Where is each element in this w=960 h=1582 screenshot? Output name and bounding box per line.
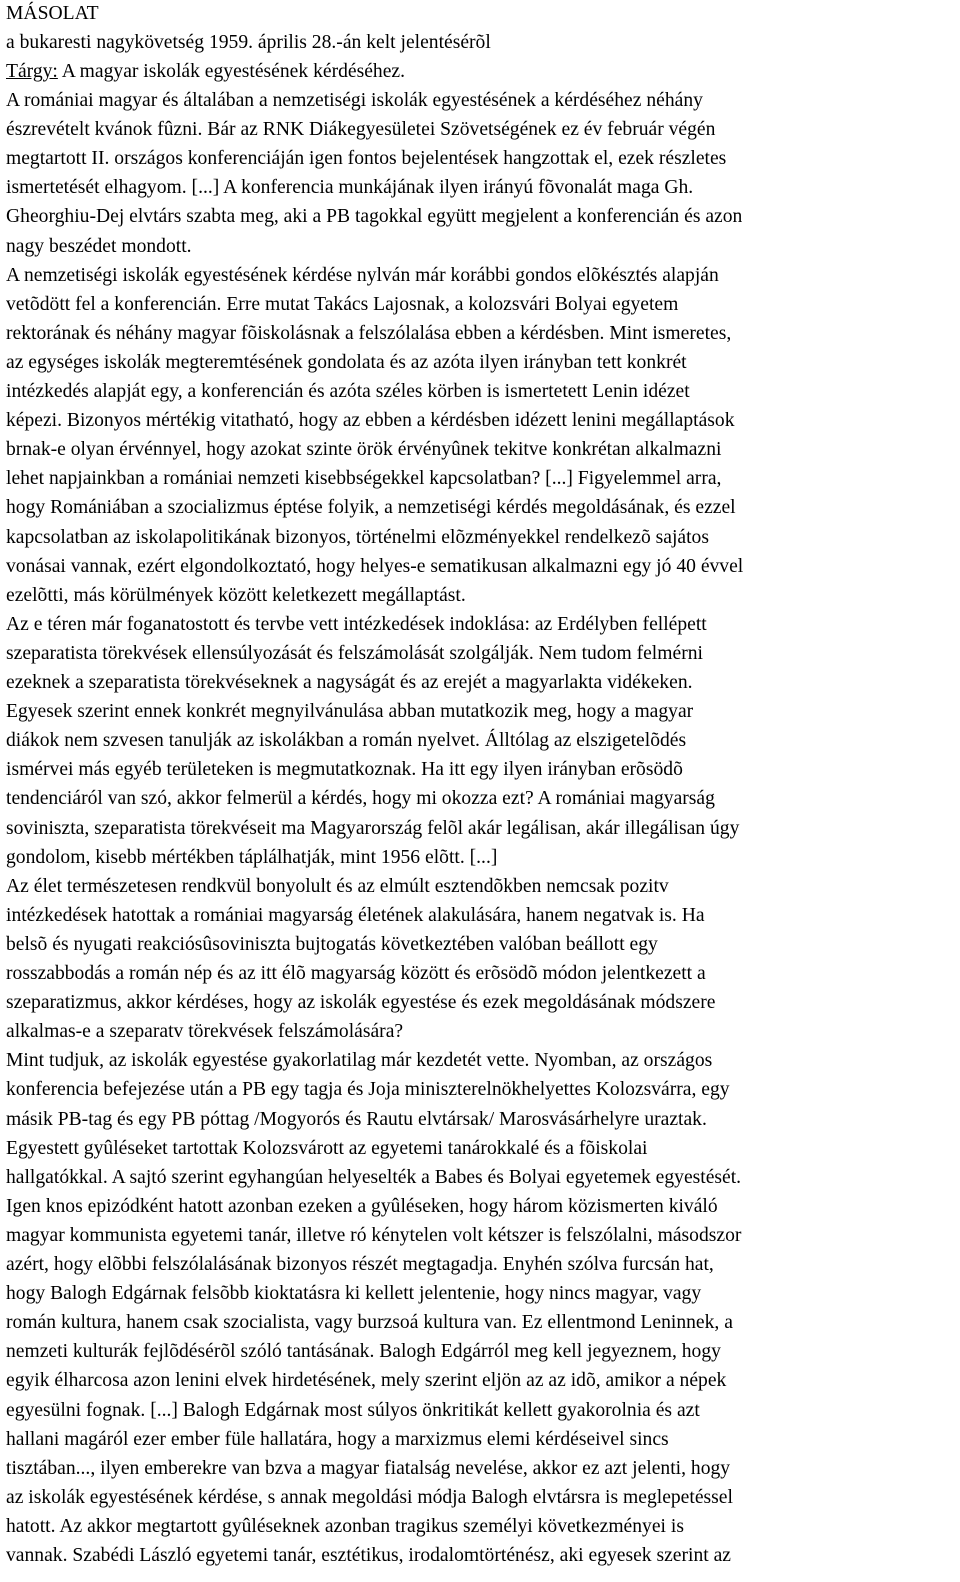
body-line: magyar kommunista egyetemi tanár, illetve ró kénytelen volt kétszer is felszólalni, másodszor: [6, 1224, 742, 1246]
document-subheading: a bukaresti nagykövetség 1959. április 28.-án kelt jelentésérõl: [6, 32, 491, 53]
body-line: ezelõtti, más körülmények között keletkezett megállaptást.: [6, 584, 466, 606]
body-line: soviniszta, szeparatista törekvéseit ma Magyarország felõl akár legálisan, akár illegálisan úgy: [6, 817, 740, 839]
body-line: azért, hogy elõbbi felszólalásának bizonyos részét megtagadja. Enyhén szólva furcsán hat,: [6, 1254, 714, 1275]
body-line: vetõdött fel a konferencián. Erre mutat Takács Lajosnak, a kolozsvári Bolyai egyetem: [6, 293, 679, 315]
body-line: nagy beszédet mondott.: [6, 235, 192, 257]
body-line: Az e téren már foganatostott és tervbe vett intézkedések indoklása: az Erdélyben fellépett: [6, 613, 707, 635]
subject-line: [6, 58, 405, 86]
body-line: ezeknek a szeparatista törekvéseknek a nagyságát és az erejét a magyarlakta vidékeken.: [6, 672, 693, 693]
body-line: Gheorghiu-Dej elvtárs szabta meg, aki a PB tagokkal együtt megjelent a konferencián és azon: [6, 206, 743, 228]
body-line: hatott. Az akkor megtartott gyûléseknek azonban tragikus személyi következményei is: [6, 1515, 684, 1537]
body-line: az egységes iskolák megteremtésének gondolata és az azóta ilyen irányban tett konkrét: [6, 351, 687, 373]
body-line: hogy Balogh Edgárnak felsõbb kioktatásra ki kellett jelentenie, hogy nincs magyar, vagy: [6, 1283, 702, 1305]
body-line: megtartott II. országos konferenciáján igen fontos bejelentések hangzottak el, ezek részletes: [6, 148, 727, 170]
body-line: gondolom, kisebb mértékben táplálhatják, mint 1956 elõtt. [...]: [6, 846, 498, 868]
body-line: alkalmas-e a szeparatv törekvések felszámolására?: [6, 1021, 404, 1043]
body-line: képezi. Bizonyos mértékig vitatható, hogy az ebben a kérdésben idézett lenini megállaptások: [6, 410, 735, 432]
body-line: nemzeti kulturák fejlõdésérõl szóló tantásának. Balogh Edgárról meg kell jegyeznem, hogy: [6, 1341, 721, 1363]
body-line: Mint tudjuk, az iskolák egyestése gyakorlatilag már kezdetét vette. Nyomban, az országos: [6, 1050, 713, 1072]
body-line: Az élet természetesen rendkvül bonyolult és az elmúlt esztendõkben nemcsak pozitv: [6, 875, 669, 897]
body-line: ismertetését elhagyom. [...] A konferencia munkájának ilyen irányú fõvonalát maga Gh.: [6, 177, 694, 199]
body-line: egyik élharcosa azon lenini elvek hirdetésének, mely szerint eljön az az idõ, amikor a népek: [6, 1370, 727, 1392]
body-line: román kultura, hanem csak szocialista, vagy burzsoá kultura van. Ez ellentmond Leninnek, a: [6, 1312, 733, 1334]
body-line: szeparatizmus, akkor kérdéses, hogy az iskolák egyestése és ezek megoldásának módszere: [6, 992, 716, 1014]
body-line: tendenciáról van szó, akkor felmerül a kérdés, hogy mi okozza ezt? A romániai magyarság: [6, 788, 715, 810]
body-line: hallgatókkal. A sajtó szerint egyhangúan helyeselték a Babes és Bolyai egyetemek egyestését.: [6, 1166, 742, 1188]
body-line: brnak-e olyan érvénnyel, hogy azokat szinte örök érvényûnek tekitve konkrétan alkalmazni: [6, 439, 722, 461]
body-line: egyesülni fognak. [...] Balogh Edgárnak most súlyos önkritikát kellett gyakorolnia és azt: [6, 1399, 700, 1421]
body-line: A nemzetiségi iskolák egyestésének kérdése nylván már korábbi gondos elõkésztés alapján: [6, 264, 719, 286]
body-line: A romániai magyar és általában a nemzetiségi iskolák egyestésének a kérdéséhez néhány: [6, 90, 703, 111]
body-line: rektorának és néhány magyar fõiskolásnak a felszólalása ebben a kérdésben. Mint ismeretes,: [6, 322, 732, 344]
body-line: belsõ és nyugati reakciósûsoviniszta bujtogatás következtében valóban beállott egy: [6, 933, 658, 955]
body-line: észrevételt kvánok fûzni. Bár az RNK Diákegyesületei Szövetségének ez év február végén: [6, 119, 716, 141]
body-line: Egyestett gyûléseket tartottak Kolozsvárott az egyetemi tanárokkalé és a fõiskolai: [6, 1137, 648, 1159]
body-line: hallani magáról ezer ember füle hallatára, hogy a marxizmus elemi kérdéseivel sincs: [6, 1428, 669, 1450]
body-line: diákok nem szvesen tanulják az iskolákban a román nyelvet. Álltólag az elszigetelõdés: [6, 730, 687, 752]
body-line: konferencia befejezése után a PB egy tagja és Joja miniszterelnökhelyettes Kolozsvárra, egy: [6, 1079, 730, 1101]
body-line: hogy Romániában a szocializmus éptése folyik, a nemzetiségi kérdés megoldásának, és ezzel: [6, 497, 736, 519]
body-line: vannak. Szabédi László egyetemi tanár, esztétikus, irodalomtörténész, aki egyesek szerint az: [6, 1545, 731, 1566]
body-line: kapcsolatban az iskolapolitikának bizonyos, történelmi elõzményekkel rendelkezõ sajátos: [6, 526, 709, 548]
body-line: szeparatista törekvések ellensúlyozását és felszámolását szolgálják. Nem tudom felmérni: [6, 642, 703, 664]
body-line: másik PB-tag és egy PB póttag /Mogyorós és Rautu elvtársak/ Marosvásárhelyre uraztak.: [6, 1108, 707, 1130]
body-line: Igen knos epizódként hatott azonban ezeken a gyûléseken, hogy három közismerten kiváló: [6, 1195, 718, 1217]
body-line: Egyesek szerint ennek konkrét megnyilvánulása abban mutatkozik meg, hogy a magyar: [6, 701, 694, 723]
document-heading: MÁSOLAT: [6, 3, 99, 24]
body-line: rosszabbodás a román nép és az itt élõ magyarság között és erõsödõ módon jelentkezett a: [6, 963, 706, 984]
subject-text: A magyar iskolák egyestésének kérdéséhez.: [57, 61, 405, 82]
subject-label: Tárgy:: [6, 61, 58, 82]
body-line: intézkedés alapját egy, a konferencián és azóta széles körben is ismertetett Lenin idézet: [6, 381, 690, 402]
body-line: tisztában..., ilyen emberekre van bzva a magyar fiatalság nevelése, akkor ez azt jelenti, hogy: [6, 1457, 731, 1479]
body-line: ismérvei más egyéb területeken is megmutatkoznak. Ha itt egy ilyen irányban erõsödõ: [6, 759, 683, 781]
body-line: lehet napjainkban a romániai nemzeti kisebbségekkel kapcsolatban? [...] Figyelemmel arra,: [6, 468, 722, 490]
body-line: intézkedések hatottak a romániai magyarság életének alakulására, hanem negatvak is. Ha: [6, 904, 705, 926]
body-line: vonásai vannak, ezért elgondolkoztató, hogy helyes-e sematikusan alkalmazni egy jó 40 évvel: [6, 555, 744, 577]
body-line: az iskolák egyestésének kérdése, s annak megoldási módja Balogh elvtársra is meglepetéssel: [6, 1486, 733, 1508]
